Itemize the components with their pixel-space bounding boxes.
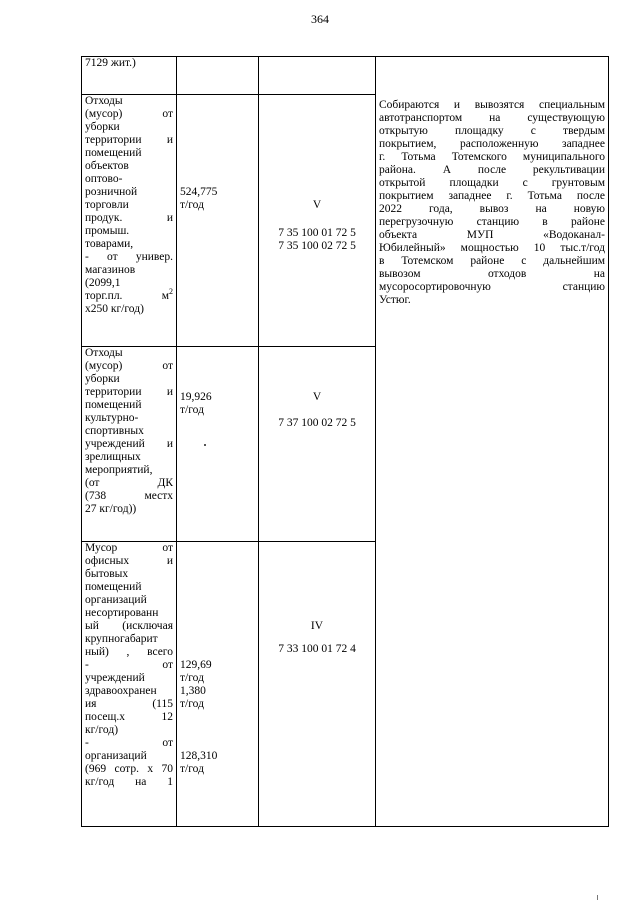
quantity (180, 186, 255, 212)
quantity-line: т/год (180, 698, 204, 710)
waste-name-line: учреждений и (85, 438, 173, 450)
waste-name-line: товарами, (85, 238, 134, 250)
disposal-line: автотранспортом на существующую (379, 112, 605, 124)
waste-name-line: уборки (85, 373, 120, 385)
quantity-cell (177, 95, 259, 347)
waste-name-line-text: торг.пл. м (85, 290, 169, 302)
quantity-line: т/год (180, 404, 204, 416)
unit-superscript: 2 (169, 287, 173, 296)
waste-name-line: ия (115 (85, 698, 173, 710)
scan-mark (597, 895, 598, 900)
quantity-line: т/год (180, 672, 204, 684)
quantity-line: 524,775 (180, 186, 218, 198)
waste-name-cell (82, 542, 177, 827)
hazard-class: V (312, 391, 322, 403)
quantity-line: т/год (180, 199, 204, 211)
waste-name-line: - от (85, 737, 173, 749)
waste-name-line: офисных и (85, 555, 173, 567)
waste-name-line: организаций (85, 594, 147, 606)
waste-name-line: 27 кг/год)) (85, 503, 137, 515)
waste-name-line: торговли (85, 199, 129, 211)
waste-name-line: культурно- (85, 412, 139, 424)
waste-name-line: здравоохранен (85, 685, 157, 697)
waste-name-line: Мусор от (85, 542, 173, 554)
disposal-line: Собираются и вывозятся специальным (379, 99, 605, 111)
waste-name-line: - от универ. (85, 251, 173, 263)
waste-name-line: (мусор) от (85, 108, 173, 120)
waste-code: 7 37 100 02 72 5 (278, 417, 356, 429)
waste-name-line (85, 287, 173, 303)
table-row (82, 57, 609, 95)
page-number: 364 (311, 12, 329, 26)
waste-codes (262, 643, 372, 656)
waste-name-line: мероприятий, (85, 464, 153, 476)
code-cell (259, 95, 376, 347)
waste-name-line: помещений (85, 147, 142, 159)
waste-name-line: несортированн (85, 607, 159, 619)
waste-name-line: промыш. (85, 225, 130, 237)
waste-name-line: посещ.х 12 (85, 711, 173, 723)
quantity-line: т/год (180, 763, 204, 775)
empty-cell (259, 57, 376, 95)
disposal-line: района. А после рекультивации (379, 164, 605, 176)
hazard-class: V (312, 199, 322, 211)
waste-name-line: Отходы (85, 95, 123, 107)
waste-code: 7 33 100 01 72 4 (278, 643, 356, 655)
quantity-total (180, 659, 255, 685)
disposal-text (379, 99, 605, 307)
disposal-line: мусоросортировочную станцию (379, 281, 605, 293)
quantity-cell (177, 542, 259, 827)
waste-name-line: (от ДК (85, 477, 173, 489)
waste-name-line: уборки (85, 121, 120, 133)
disposal-line: открытой площадки с грунтовым (379, 177, 605, 189)
waste-name-line: x250 кг/год) (85, 303, 144, 315)
disposal-line: Юбилейный» мощностью 10 тыс.т/год (379, 242, 605, 254)
waste-name-line: объектов (85, 160, 129, 172)
waste-name-line: зрелищных (85, 451, 141, 463)
waste-name (85, 347, 173, 516)
waste-name-line: ый (исключая (85, 620, 173, 632)
waste-name-line: кг/год) (85, 724, 119, 736)
scan-dot (204, 444, 206, 446)
waste-name-line: - от (85, 659, 173, 671)
code-cell (259, 347, 376, 542)
disposal-line: объекта МУП «Водоканал- (379, 229, 605, 241)
disposal-line: г. Тотьма Тотемского муниципального (379, 151, 605, 163)
quantity (180, 391, 255, 417)
waste-name-line: (738 местх (85, 490, 173, 502)
quantity-line: 128,310 (180, 750, 218, 762)
hazard-class: IV (310, 620, 324, 632)
waste-name (85, 542, 173, 789)
disposal-line: покрытием западнее г. Тотьма после (379, 190, 605, 202)
waste-name-line: магазинов (85, 264, 136, 276)
waste-codes (262, 417, 372, 430)
waste-name-line: помещений (85, 399, 142, 411)
continuation-text: 7129 жит.) (85, 57, 136, 69)
waste-name-line: (2099,1 (85, 277, 121, 289)
waste-name-line: спортивных (85, 425, 144, 437)
waste-name-line: ный) , всего (85, 646, 173, 658)
disposal-line: вывозом отходов на (379, 268, 605, 280)
waste-table (81, 56, 609, 827)
quantity-line: 19,926 (180, 391, 212, 403)
quantity-line: 1,380 (180, 685, 206, 697)
waste-name-cell (82, 95, 177, 347)
waste-name-line: (969 сотр. х 70 (85, 763, 173, 775)
quantity-line: 129,69 (180, 659, 212, 671)
waste-name (85, 95, 173, 316)
disposal-line: открытую площадку с твердым (379, 125, 605, 137)
empty-cell (177, 57, 259, 95)
quantity-organizations (180, 750, 255, 776)
disposal-cell (376, 57, 609, 827)
code-cell (259, 542, 376, 827)
waste-code: 7 35 100 02 72 5 (278, 240, 356, 252)
waste-name-line: (мусор) от (85, 360, 173, 372)
waste-codes (262, 227, 372, 253)
waste-name-cell (82, 347, 177, 542)
waste-name-line: продук. и (85, 212, 173, 224)
quantity-cell (177, 347, 259, 542)
waste-name-line: территории и (85, 134, 173, 146)
waste-name-line: территории и (85, 386, 173, 398)
disposal-line: перегрузочную станцию в районе (379, 216, 605, 228)
waste-name-line: учреждений (85, 672, 145, 684)
disposal-line: Устюг. (379, 294, 411, 306)
continuation-cell (82, 57, 177, 95)
waste-code: 7 35 100 01 72 5 (278, 227, 356, 239)
quantity-health (180, 685, 255, 711)
waste-name-line: организаций (85, 750, 147, 762)
waste-name-line: крупногабарит (85, 633, 158, 645)
disposal-line: покрытием, расположенную западнее (379, 138, 605, 150)
waste-name-line: кг/год на 1 (85, 776, 173, 788)
waste-name-line: Отходы (85, 347, 123, 359)
waste-name-line: оптово- (85, 173, 123, 185)
disposal-line: в Тотемском районе с дальнейшим (379, 255, 605, 267)
disposal-line: 2022 года, вывоз на новую (379, 203, 605, 215)
waste-name-line: бытовых (85, 568, 129, 580)
waste-name-line: розничной (85, 186, 138, 198)
waste-name-line: помещений (85, 581, 142, 593)
